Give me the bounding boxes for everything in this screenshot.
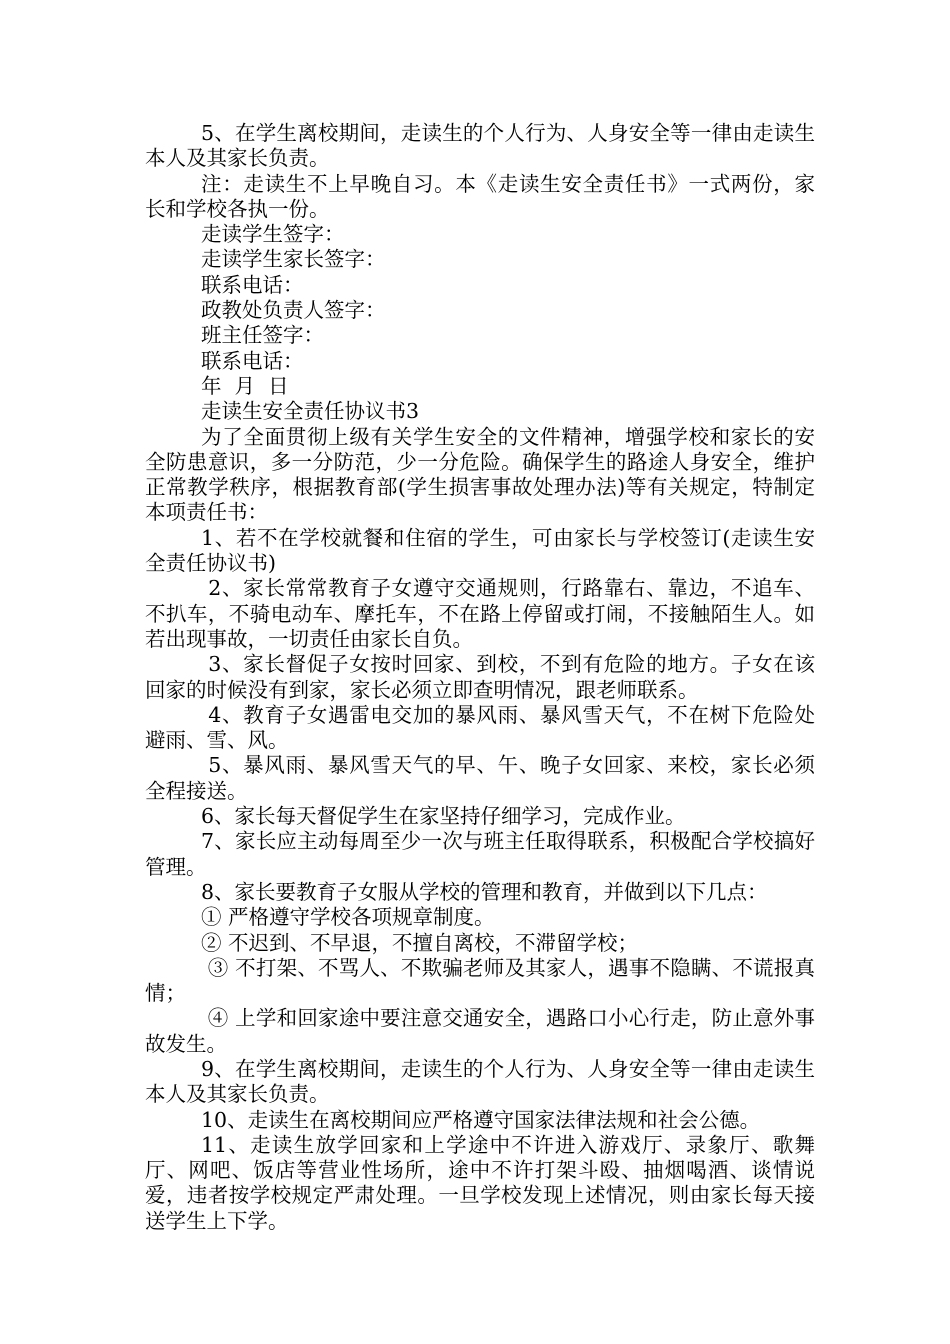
- clause-1: 1、若不在学校就餐和住宿的学生，可由家长与学校签订(走读生安全责任协议书): [145, 525, 815, 576]
- signature-office-head: 政教处负责人签字：: [201, 298, 386, 323]
- clause-6: 6、家长每天督促学生在家坚持仔细学习，完成作业。: [201, 804, 686, 829]
- clause-2: 2、家长常常教育子女遵守交通规则，行路靠右、靠边，不追车、不扒车，不骑电动车、摩托车，不在路上停留或打闹，不接触陌生人。如若出现事故，一切责任由家长自负。: [145, 576, 815, 651]
- sub-clause-1: ① 严格遵守学校各项规章制度。: [201, 905, 495, 930]
- date-line: 年 月 日: [201, 373, 289, 398]
- clause-4: 4、教育子女遇雷电交加的暴风雨、暴风雪天气，不在树下危险处避雨、雪、风。: [145, 702, 815, 753]
- clause-7: 7、家长应主动每周至少一次与班主任取得联系，积极配合学校搞好管理。: [145, 829, 815, 879]
- contact-phone-2: 联系电话：: [201, 348, 304, 373]
- intro-paragraph: 为了全面贯彻上级有关学生安全的文件精神，增强学校和家长的安全防患意识，多一分防范，少一分危险。确保学生的路途人身安全，维护正常教学秩序，根据教育部(学生损害事故处理办法)等有关规定，特制定本项责任书：: [145, 424, 815, 525]
- sub-clause-2: ② 不迟到、不早退，不擅自离校，不滞留学校；: [201, 930, 639, 955]
- document-body: [145, 121, 815, 1234]
- clause-10: 10、走读生在离校期间应严格遵守国家法律法规和社会公德。: [201, 1107, 761, 1132]
- signature-parent: 走读学生家长签字：: [201, 247, 386, 272]
- paragraph-item-5: 5、在学生离校期间，走读生的个人行为、人身安全等一律由走读生本人及其家长负责。: [145, 121, 815, 171]
- clause-3: 3、家长督促子女按时回家、到校，不到有危险的地方。子女在该回家的时候没有到家，家长必须立即查明情况，跟老师联系。: [145, 652, 815, 702]
- sub-clause-3: ③ 不打架、不骂人、不欺骗老师及其家人，遇事不隐瞒、不谎报真情；: [145, 955, 815, 1006]
- signature-class-teacher: 班主任签字：: [201, 323, 324, 348]
- contact-phone: 联系电话：: [201, 272, 304, 297]
- signature-student: 走读学生签字：: [201, 222, 345, 247]
- clause-9: 9、在学生离校期间，走读生的个人行为、人身安全等一律由走读生本人及其家长负责。: [145, 1056, 815, 1107]
- sub-clause-4: ④ 上学和回家途中要注意交通安全，遇路口小心行走，防止意外事故发生。: [145, 1006, 815, 1056]
- clause-11: 11、走读生放学回家和上学途中不许进入游戏厅、录象厅、歌舞厅、网吧、饭店等营业性场所，途中不许打架斗殴、抽烟喝酒、谈情说爱，违者按学校规定严肃处理。一旦学校发现上述情况，则由家长每天接送学生上下学。: [145, 1132, 815, 1233]
- clause-5: 5、暴风雨、暴风雪天气的早、午、晚子女回家、来校，家长必须全程接送。: [145, 753, 815, 803]
- clause-8: 8、家长要教育子女服从学校的管理和教育，并做到以下几点：: [201, 879, 768, 904]
- section-title: 走读生安全责任协议书3: [201, 399, 420, 424]
- paragraph-note: 注：走读生不上早晚自习。本《走读生安全责任书》一式两份，家长和学校各执一份。: [145, 171, 815, 221]
